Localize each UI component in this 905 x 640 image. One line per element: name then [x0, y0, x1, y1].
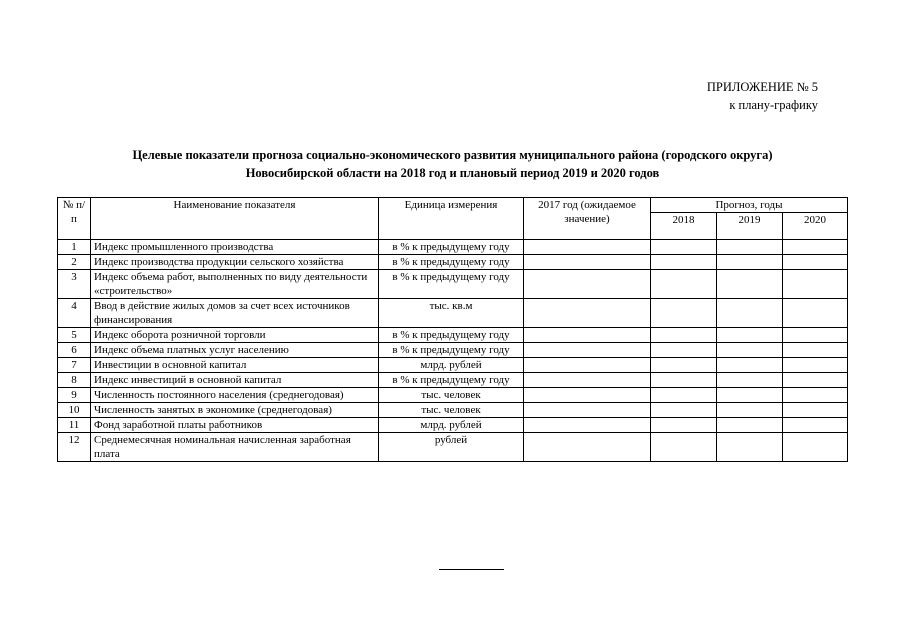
- row-value-2019: [717, 255, 783, 270]
- appendix-reference: к плану-графику: [729, 98, 818, 112]
- row-value-2017: [524, 403, 651, 418]
- row-number: 1: [58, 240, 91, 255]
- row-value-2019: [717, 299, 783, 328]
- row-value-2018: [651, 388, 717, 403]
- row-unit: рублей: [379, 433, 524, 462]
- row-number: 10: [58, 403, 91, 418]
- row-value-2017: [524, 343, 651, 358]
- row-value-2017: [524, 358, 651, 373]
- row-unit: в % к предыдущему году: [379, 343, 524, 358]
- row-value-2017: [524, 299, 651, 328]
- table-row: [58, 358, 848, 373]
- row-indicator-name: Индекс производства продукции сельского хозяйства: [91, 255, 379, 270]
- row-indicator-name: Индекс промышленного производства: [91, 240, 379, 255]
- row-value-2020: [783, 373, 848, 388]
- table-row: [58, 433, 848, 462]
- row-value-2018: [651, 418, 717, 433]
- row-indicator-name: Ввод в действие жилых домов за счет всех источников финансирования: [91, 299, 379, 328]
- row-indicator-name: Индекс оборота розничной торговли: [91, 328, 379, 343]
- row-value-2020: [783, 418, 848, 433]
- row-value-2019: [717, 343, 783, 358]
- row-value-2019: [717, 358, 783, 373]
- row-value-2017: [524, 388, 651, 403]
- table-row: [58, 373, 848, 388]
- row-value-2018: [651, 403, 717, 418]
- row-value-2020: [783, 240, 848, 255]
- row-indicator-name: Среднемесячная номинальная начисленная заработная плата: [91, 433, 379, 462]
- row-value-2018: [651, 343, 717, 358]
- row-value-2019: [717, 388, 783, 403]
- row-value-2020: [783, 299, 848, 328]
- row-number: 8: [58, 373, 91, 388]
- row-indicator-name: Индекс объема платных услуг населению: [91, 343, 379, 358]
- row-indicator-name: Инвестиции в основной капитал: [91, 358, 379, 373]
- table-row: [58, 418, 848, 433]
- row-value-2017: [524, 328, 651, 343]
- row-value-2018: [651, 299, 717, 328]
- row-number: 4: [58, 299, 91, 328]
- title-line-1: Целевые показатели прогноза социально-экономического развития муниципального района (городского округа): [132, 148, 773, 162]
- table-row: [58, 403, 848, 418]
- table-body: [58, 240, 848, 462]
- table-row: [58, 255, 848, 270]
- table-row: [58, 240, 848, 255]
- row-number: 6: [58, 343, 91, 358]
- row-value-2019: [717, 240, 783, 255]
- row-number: 7: [58, 358, 91, 373]
- table-row: [58, 388, 848, 403]
- row-value-2020: [783, 388, 848, 403]
- row-value-2020: [783, 358, 848, 373]
- row-indicator-name: Индекс инвестиций в основной капитал: [91, 373, 379, 388]
- row-value-2017: [524, 270, 651, 299]
- appendix-number: ПРИЛОЖЕНИЕ № 5: [706, 80, 818, 94]
- row-value-2020: [783, 255, 848, 270]
- row-unit: в % к предыдущему году: [379, 270, 524, 299]
- table-row: [58, 299, 848, 328]
- header-2018: 2018: [651, 213, 717, 240]
- row-unit: в % к предыдущему году: [379, 328, 524, 343]
- row-value-2017: [524, 255, 651, 270]
- table-header-row: [58, 198, 848, 213]
- row-value-2018: [651, 255, 717, 270]
- row-indicator-name: Численность занятых в экономике (среднегодовая): [91, 403, 379, 418]
- row-indicator-name: Фонд заработной платы работников: [91, 418, 379, 433]
- row-indicator-name: Индекс объема работ, выполненных по виду деятельности «строительство»: [91, 270, 379, 299]
- row-value-2018: [651, 328, 717, 343]
- footer-separator: [439, 569, 504, 570]
- row-value-2018: [651, 240, 717, 255]
- row-value-2019: [717, 328, 783, 343]
- row-value-2017: [524, 433, 651, 462]
- row-unit: тыс. человек: [379, 388, 524, 403]
- row-value-2019: [717, 418, 783, 433]
- header-2019: 2019: [717, 213, 783, 240]
- header-unit: Единица измерения: [379, 198, 524, 240]
- row-value-2017: [524, 373, 651, 388]
- row-value-2020: [783, 403, 848, 418]
- row-value-2019: [717, 373, 783, 388]
- row-value-2020: [783, 433, 848, 462]
- header-name: Наименование показателя: [91, 198, 379, 240]
- row-indicator-name: Численность постоянного населения (среднегодовая): [91, 388, 379, 403]
- row-unit: в % к предыдущему году: [379, 373, 524, 388]
- table-row: [58, 343, 848, 358]
- header-2017: 2017 год (ожидаемое значение): [524, 198, 651, 240]
- row-unit: млрд. рублей: [379, 418, 524, 433]
- row-number: 3: [58, 270, 91, 299]
- row-value-2018: [651, 373, 717, 388]
- row-value-2018: [651, 358, 717, 373]
- row-unit: в % к предыдущему году: [379, 240, 524, 255]
- table-row: [58, 328, 848, 343]
- row-value-2019: [717, 270, 783, 299]
- row-unit: тыс. человек: [379, 403, 524, 418]
- row-value-2018: [651, 270, 717, 299]
- table-row: [58, 270, 848, 299]
- row-value-2017: [524, 418, 651, 433]
- row-number: 2: [58, 255, 91, 270]
- row-value-2017: [524, 240, 651, 255]
- title-line-2: Новосибирской области на 2018 год и плановый период 2019 и 2020 годов: [245, 166, 660, 180]
- row-value-2020: [783, 343, 848, 358]
- header-forecast: Прогноз, годы: [651, 198, 848, 213]
- row-value-2020: [783, 270, 848, 299]
- row-value-2019: [717, 403, 783, 418]
- row-value-2018: [651, 433, 717, 462]
- row-number: 11: [58, 418, 91, 433]
- row-number: 9: [58, 388, 91, 403]
- header-num: № п/п: [58, 198, 91, 240]
- row-number: 5: [58, 328, 91, 343]
- row-unit: млрд. рублей: [379, 358, 524, 373]
- indicators-table: [57, 197, 848, 462]
- row-unit: в % к предыдущему году: [379, 255, 524, 270]
- appendix-label: [707, 78, 818, 114]
- row-unit: тыс. кв.м: [379, 299, 524, 328]
- row-number: 12: [58, 433, 91, 462]
- row-value-2020: [783, 328, 848, 343]
- header-2020: 2020: [783, 213, 848, 240]
- row-value-2019: [717, 433, 783, 462]
- document-title: [0, 146, 905, 182]
